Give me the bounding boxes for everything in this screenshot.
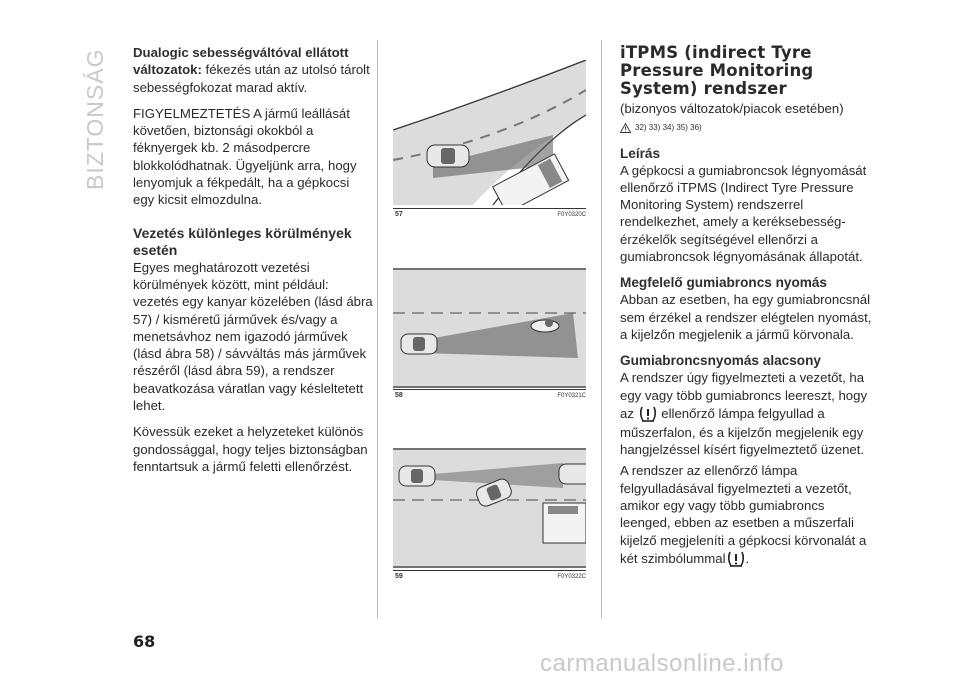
itpms-references <box>620 119 878 136</box>
warning-paragraph: FIGYELMEZTETÉS A jármű leállását követően, biztonsági okokból a féknyergek kb. 2 másodpercre blokkolódhatnak. Ügyeljünk arra, hogy lenyomjuk a fékpedált, ha a gépkocsi egy kicsit elmozdulna. <box>133 105 357 208</box>
pressure-low-text-c: A rendszer az ellenőrző lámpa felgyulladásával figyelmezteti a vezetőt, amikor egy vagy több gumiabroncs leenged, ebben az esetben a műszerfali kijelző megjeleníti a gépkocsi körvonalát a két szimbólummal <box>620 463 867 566</box>
dualogic-text: fékezés után az utolsó tárolt sebességfokozat marad aktív. <box>133 62 370 95</box>
figure-59-number: 59 <box>395 573 403 580</box>
dualogic-lead: Dualogic sebességváltóval ellátott változatok: <box>133 45 349 78</box>
column-divider-right <box>601 40 602 618</box>
figure-58-code: F0Y0321C <box>557 393 586 399</box>
caution-paragraph: Kövessük ezeket a helyzeteket különös gondossággal, hogy teljes biztonságban fenntartsuk a jármű feletti ellenőrzést. <box>133 424 368 474</box>
pressure-low-text-b: ellenőrző lámpa felgyullad a műszerfalon, és a kijelzőn megjelenik egy hangjelzéssel kísért figyelmeztető üzenet. <box>620 405 865 458</box>
figure-58 <box>393 268 586 408</box>
description-paragraph: A gépkocsi a gumiabroncsok légnyomását ellenőrző iTPMS (Indirect Tyre Pressure Monitoring System) rendszerrel rendelkezhet, amely a keréksebesség-érzékelők segítségével ellenőrzi a gumiabroncsok légnyomásának állapotát. <box>620 162 867 265</box>
pressure-low-heading: Gumiabroncsnyomás alacsony <box>620 353 821 369</box>
figure-57 <box>393 60 586 225</box>
pressure-low-paragraph-2 <box>620 462 878 568</box>
pressure-low-text-a: A rendszer úgy figyelmezteti a vezetőt, ha egy vagy több gumiabroncs leereszt, hogy az <box>620 370 868 421</box>
dualogic-paragraph <box>133 44 373 96</box>
section-side-tab-label: BIZTONSÁG <box>82 48 108 190</box>
itpms-title: iTPMS (indirect Tyre Pressure Monitoring System) rendszer <box>620 43 814 98</box>
figure-57-number: 57 <box>395 211 403 218</box>
special-conditions-paragraph: Egyes meghatározott vezetési körülmények között, mint például: vezetés egy kanyar közelében (lásd ábra 57) / kisméretű járművek és/vagy a menetsávhoz nem igazodó járművek (lásd ábra 58) / sávváltás más járművek részéről (lásd ábra 59), a rendszer beavatkozása váratlan vagy késleltetett lehet. <box>133 259 373 414</box>
column-divider-left <box>377 40 378 618</box>
figure-57-rule <box>393 208 586 209</box>
figure-57-curve-road-illustration <box>393 60 586 205</box>
figure-58-rule <box>393 389 586 390</box>
figure-57-code: F0Y0320C <box>557 212 586 218</box>
pressure-ok-paragraph: Abban az esetben, ha egy gumiabroncsnál sem érzékel a rendszer elégtelen nyomást, a kijelzőn megjelenik a jármű körvonala. <box>620 292 872 342</box>
figure-59-rule <box>393 570 586 571</box>
section-side-tab <box>82 40 112 190</box>
pressure-ok-heading: Megfelelő gumiabroncs nyomás <box>620 275 827 291</box>
figure-59-code: F0Y0322C <box>557 574 586 580</box>
figure-58-number: 58 <box>395 392 403 399</box>
watermark: carmanualsonline.info <box>540 650 784 677</box>
text-column-left <box>133 44 373 484</box>
figure-59 <box>393 448 586 588</box>
pressure-low-text-d: . <box>745 550 750 566</box>
tyre-pressure-symbol-icon <box>726 549 746 569</box>
pressure-low-paragraph-1 <box>620 369 878 458</box>
figure-58-straight-road-illustration <box>393 268 586 388</box>
warning-triangle-icon <box>620 123 631 133</box>
text-column-right <box>620 44 878 578</box>
itpms-references-list: 32) 33) 34) 35) 36) <box>635 123 702 133</box>
special-conditions-heading: Vezetés különleges körülmények esetén <box>133 224 352 258</box>
page-number: 68 <box>133 632 156 651</box>
description-heading: Leírás <box>620 145 661 161</box>
tyre-pressure-warning-icon <box>638 404 658 424</box>
itpms-subtitle: (bizonyos változatok/piacok esetében) <box>620 101 844 116</box>
figure-59-lane-change-illustration <box>393 448 586 568</box>
